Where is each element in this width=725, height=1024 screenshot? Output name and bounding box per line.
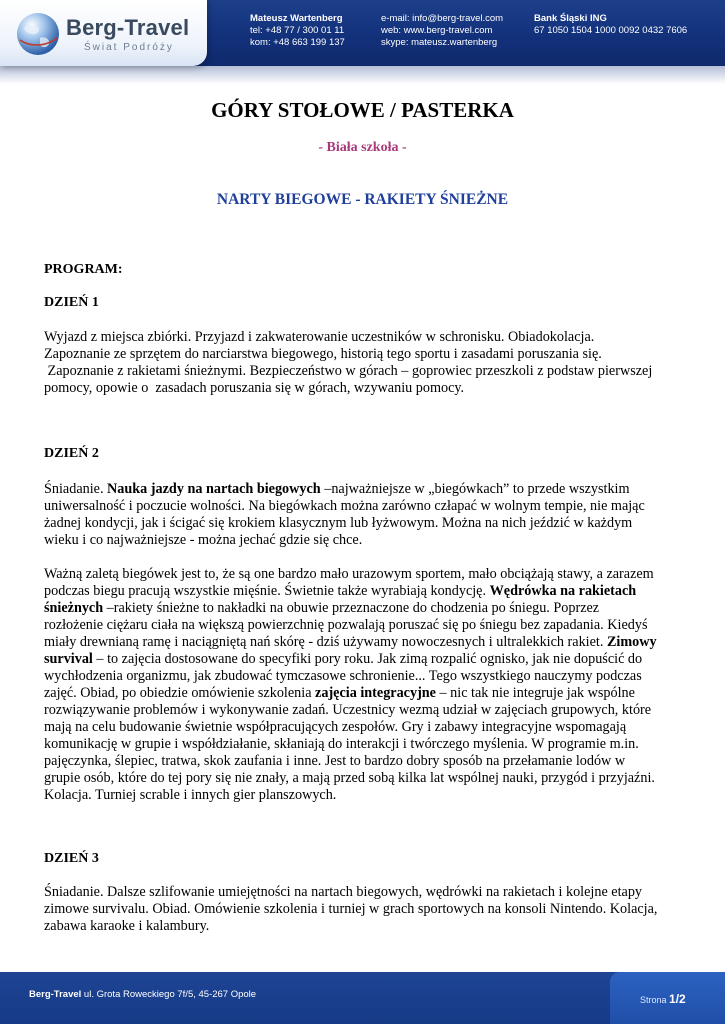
contact-web[interactable]: web: www.berg-travel.com [381, 25, 493, 36]
day2-line [44, 651, 684, 668]
day3-line: zabawa karaoke i kalambury. [44, 918, 210, 934]
day2-line [44, 685, 684, 702]
document-subtitle: - Biała szkoła - [318, 140, 407, 155]
text-run: –najważniejsze w „biegówkach” to przede wszystkim [320, 481, 630, 497]
header-shadow [0, 66, 725, 84]
bold-run: Zimowy [606, 634, 657, 650]
contact-mobile: kom: +48 663 199 137 [250, 37, 345, 48]
document-subhead: NARTY BIEGOWE - RAKIETY ŚNIEŻNE [216, 191, 509, 208]
day1-line: Zapoznanie ze sprzętem do narciarstwa biegowego, historią tego sportu i zasadami poruszania się. [44, 346, 602, 362]
day2-line: żadnej kondycji, jak i ścigać się krokiem klasycznym lub łyżwowym. Można na nich jeździć w każdym [44, 515, 633, 531]
text-run: Śniadanie. [44, 481, 108, 497]
text-run: zajęć. Obiad, po obiedzie omówienie szkolenia [44, 685, 316, 701]
day2-label: DZIEŃ 2 [44, 446, 99, 461]
globe-icon [16, 12, 60, 56]
day1-line: Wyjazd z miejsca zbiórki. Przyjazd i zakwaterowanie uczestników w schronisku. Obiadokolacja. [44, 329, 595, 345]
text-run: – nic tak nie integruje jak wspólne [435, 685, 635, 701]
header-bank [534, 13, 687, 37]
day2-line: wychłodzenia organizmu, jak zbudować tymczasowe schronienie... Tego wszystkiego nauczymy podczas [44, 668, 642, 684]
day3-label: DZIEŃ 3 [44, 851, 99, 866]
bold-run: Nauka jazdy na nartach biegowych [107, 481, 321, 497]
footer-company: Berg-Travel [29, 989, 82, 1000]
bank-name: Bank Śląski ING [534, 13, 607, 24]
day2-line: pajęczynka, ślepiec, tratwa, skok zaufania i inne. Jest to bardzo dobry sposób na przełamanie lodów w [44, 753, 626, 769]
day2-paragraph-1 [44, 481, 684, 549]
page-number: 1/2 [669, 992, 686, 1006]
day2-line: wieku i co najważniejsze - można jechać gdzie się chce. [44, 532, 363, 548]
day2-line: Ważną zaletą biegówek jest to, że są one bardzo mało urazowym sportem, mało obciążają stawy, a zarazem [44, 566, 654, 582]
text-run: – to zajęcia dostosowane do specyfiki pory roku. Jak zimą rozpalić ognisko, jak nie dopuścić do [92, 651, 643, 667]
day2-line: mają na celu budowanie świetnie współpracujących zespołów. Gry i zabawy integracyjne wspomagają [44, 719, 627, 735]
logo-title: Berg-Travel [66, 15, 190, 40]
day3-paragraph [44, 884, 684, 935]
day1-line: pomocy, opowie o zasadach poruszania się w górach, wzywaniu pomocy. [44, 380, 465, 396]
bold-run: Wędrówka na rakietach [489, 583, 637, 599]
day2-line: rozłożenie ciężaru ciała na większą powierzchnię pozwalają poruszać się po śniegu bez zapadania. Kiedyś [44, 617, 648, 633]
day1-label: DZIEŃ 1 [44, 295, 99, 310]
day2-line [44, 481, 684, 498]
text-run: –rakiety śnieżne to nakładki na obuwie przeznaczone do chodzenia po śniegu. Poprzez [103, 600, 600, 616]
day2-line: Kolacja. Turniej scrable i innych gier planszowych. [44, 787, 337, 803]
day2-line [44, 583, 684, 600]
page-indicator [640, 990, 686, 1008]
text-run: podczas biegu pracują wszystkie mięśnie. Świetnie także wyrabiają kondycję. [44, 583, 490, 599]
day2-line [44, 600, 684, 617]
day1-line: Zapoznanie z rakietami śnieżnymi. Bezpieczeństwo w górach – goprowiec przeszkoli z podstaw pierwszej [44, 363, 653, 379]
footer-street: ul. Grota Roweckiego 7f/5, 45-267 Opole [81, 989, 257, 1000]
day2-line [44, 634, 684, 651]
day3-line: zimowe survivalu. Obiad. Omówienie szkolenia i turniej w grach sportowych na konsoli Nintendo. Kolacja, [44, 901, 658, 917]
day3-line: Śniadanie. Dalsze szlifowanie umiejętności na nartach biegowych, wędrówki na rakietach i kolejne etapy [44, 884, 643, 900]
header-contact-online [381, 13, 503, 49]
contact-email[interactable]: e-mail: info@berg-travel.com [381, 13, 504, 24]
day2-line: rozwiązywanie problemów i wykonywanie zadań. Uczestnicy wezmą udział w zajęciach grupowych, które [44, 702, 652, 718]
text-run: miały drewnianą ramę i naciągniętą nań skórę - dziś używamy nowoczesnych i ultralekkich rakiet. [44, 634, 607, 650]
logo [0, 0, 207, 66]
bank-account: 67 1050 1504 1000 0092 0432 7606 [534, 25, 688, 36]
document-title: GÓRY STOŁOWE / PASTERKA [211, 98, 514, 122]
logo-subtitle: Świat Podróży [84, 42, 174, 53]
bold-run: śnieżnych [44, 600, 104, 616]
program-label: PROGRAM: [44, 262, 123, 277]
contact-phone: tel: +48 77 / 300 01 11 [250, 25, 345, 36]
footer-address [29, 989, 256, 1000]
day2-line: uniwersalność i poczucie wolności. Na biegówkach można zarówno człapać w wolnym tempie, nie mając [44, 498, 645, 514]
day2-line: grupie osób, które do tej pory się nie znały, a mają przed sobą kilka lat wspólnej nauki, przygód i przyjaźni. [44, 770, 655, 786]
bold-run: zajęcia integracyjne [315, 685, 436, 701]
contact-skype: skype: mateusz.wartenberg [381, 37, 498, 48]
contact-name: Mateusz Wartenberg [250, 13, 343, 24]
page-label: Strona [640, 995, 670, 1005]
header-contact-person [250, 13, 345, 49]
bold-run: survival [44, 651, 93, 667]
day2-paragraph-2 [44, 566, 684, 804]
day1-paragraph [44, 329, 684, 397]
day2-line: komunikację w grupie i współdziałanie, skłaniają do interakcji i twórczego myślenia. W programie m.in. [44, 736, 639, 752]
